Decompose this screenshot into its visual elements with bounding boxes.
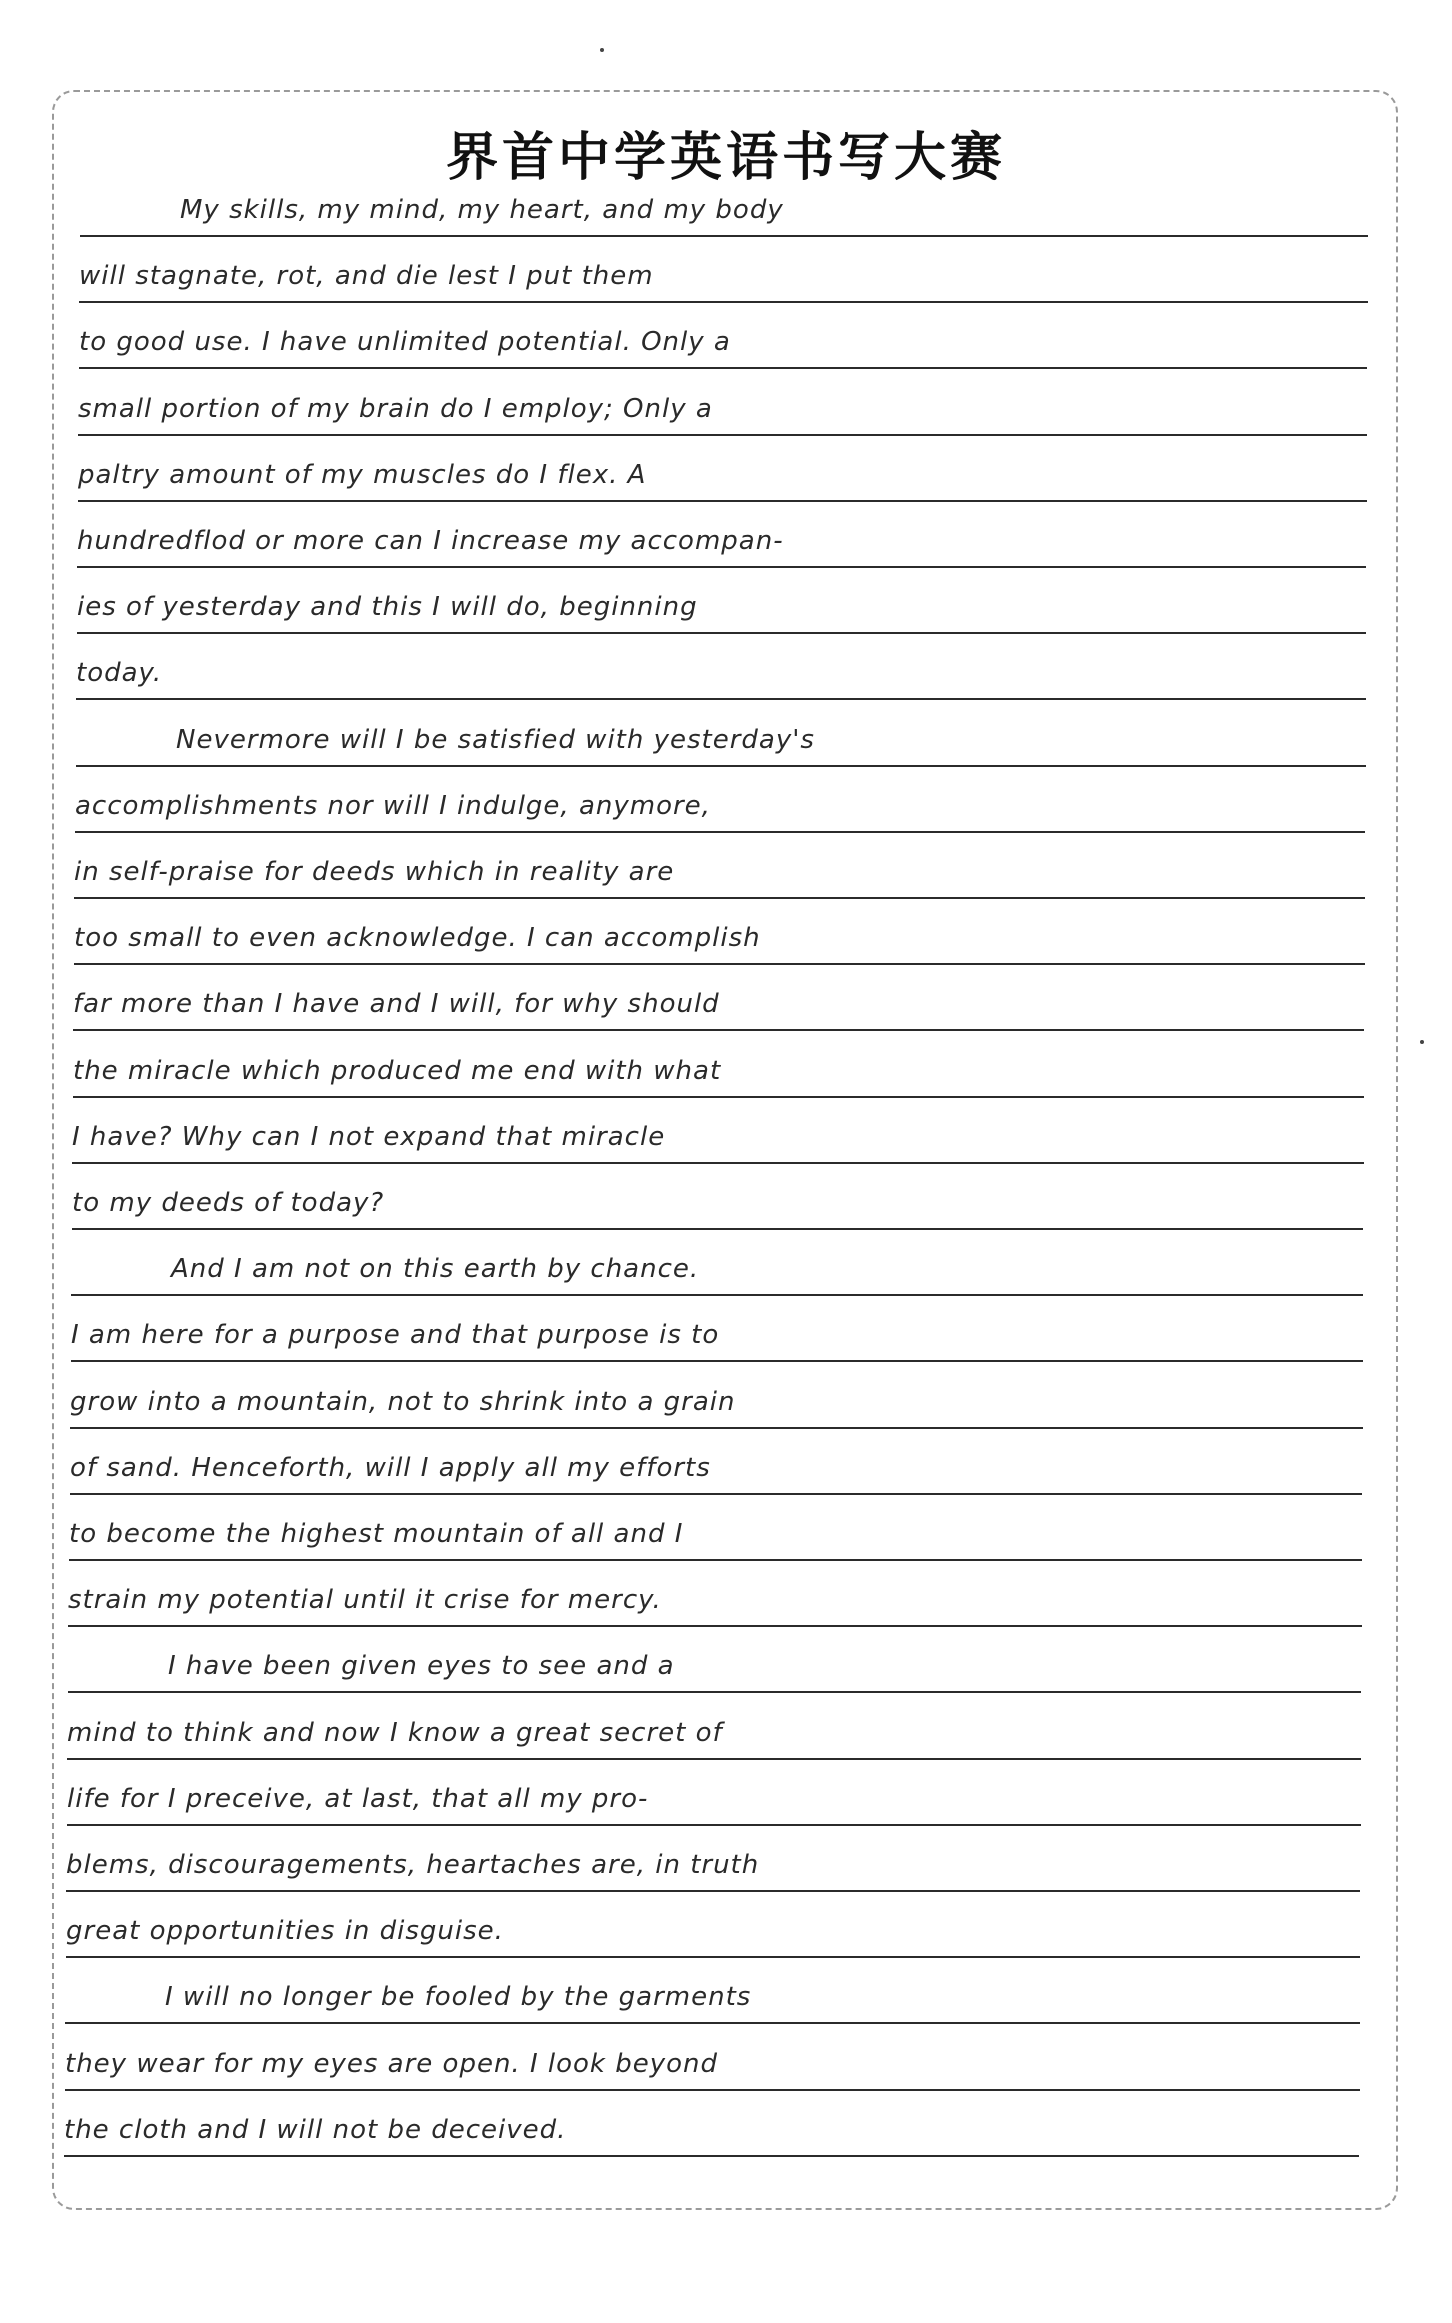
handwritten-line: far more than I have and I will, for why should bbox=[73, 989, 720, 1020]
ruled-line bbox=[65, 1962, 1360, 2024]
ruled-line bbox=[71, 1300, 1363, 1362]
ruled-line bbox=[66, 1830, 1360, 1892]
ruled-line bbox=[65, 2029, 1360, 2091]
handwritten-line: I have? Why can I not expand that miracle bbox=[72, 1121, 666, 1152]
handwritten-line: to my deeds of today? bbox=[72, 1188, 385, 1218]
ruled-line bbox=[74, 837, 1365, 899]
handwritten-line: of sand. Henceforth, will I apply all my efforts bbox=[70, 1452, 711, 1483]
handwritten-line: mind to think and now I know a great secret of bbox=[67, 1717, 723, 1748]
ruled-line bbox=[78, 440, 1367, 502]
handwritten-line: accomplishments nor will I indulge, anymore, bbox=[75, 790, 711, 821]
handwritten-line: My skills, my mind, my heart, and my body bbox=[180, 195, 784, 225]
scan-speck bbox=[1420, 1040, 1424, 1044]
handwritten-line: And I am not on this earth by chance. bbox=[171, 1254, 700, 1285]
ruled-line bbox=[76, 638, 1366, 700]
ruled-line bbox=[80, 175, 1368, 237]
ruled-line bbox=[76, 705, 1366, 767]
handwritten-line: blems, discouragements, heartaches are, in truth bbox=[66, 1850, 760, 1880]
ruled-line bbox=[72, 1102, 1364, 1164]
handwritten-line: paltry amount of my muscles do I flex. A bbox=[78, 459, 647, 490]
scan-speck bbox=[600, 48, 604, 52]
handwritten-line: I have been given eyes to see and a bbox=[168, 1651, 675, 1682]
ruled-line bbox=[71, 1234, 1363, 1296]
handwritten-line: too small to even acknowledge. I can accomplish bbox=[74, 923, 761, 954]
handwritten-line: in self-praise for deeds which in reality are bbox=[74, 857, 675, 887]
ruled-line bbox=[73, 1036, 1364, 1098]
handwritten-line: small portion of my brain do I employ; Only a bbox=[78, 393, 713, 424]
handwritten-line: Nevermore will I be satisfied with yesterday's bbox=[176, 724, 815, 755]
handwritten-line: today. bbox=[76, 658, 163, 689]
handwritten-line: they wear for my eyes are open. I look beyond bbox=[65, 2048, 719, 2079]
ruled-line bbox=[64, 2095, 1359, 2157]
handwritten-line: hundredflod or more can I increase my accompan- bbox=[77, 526, 784, 556]
handwritten-line: grow into a mountain, not to shrink into a grain bbox=[70, 1386, 736, 1417]
ruled-line bbox=[72, 1168, 1363, 1230]
handwritten-line: to become the highest mountain of all and I bbox=[69, 1519, 684, 1549]
handwritten-line: will stagnate, rot, and die lest I put them bbox=[79, 261, 654, 292]
ruled-line bbox=[77, 506, 1366, 568]
handwritten-line: strain my potential until it crise for mercy. bbox=[68, 1585, 662, 1616]
ruled-line bbox=[67, 1698, 1361, 1760]
ruled-line bbox=[79, 241, 1368, 303]
ruled-line bbox=[70, 1433, 1362, 1495]
ruled-line bbox=[66, 1896, 1360, 1958]
ruled-line bbox=[77, 572, 1366, 634]
ruled-line bbox=[68, 1631, 1361, 1693]
handwritten-line: life for I preceive, at last, that all my pro- bbox=[67, 1783, 649, 1814]
ruled-line bbox=[73, 969, 1364, 1031]
ruled-line bbox=[75, 771, 1365, 833]
ruled-line bbox=[79, 307, 1367, 369]
ruled-line bbox=[67, 1764, 1361, 1826]
ruled-line bbox=[74, 903, 1365, 965]
ruled-line bbox=[70, 1367, 1363, 1429]
handwritten-line: ies of yesterday and this I will do, beginning bbox=[77, 592, 698, 623]
ruled-line bbox=[69, 1499, 1362, 1561]
handwritten-line: great opportunities in disguise. bbox=[66, 1916, 504, 1947]
handwritten-line: the cloth and I will not be deceived. bbox=[64, 2114, 567, 2145]
ruled-line bbox=[68, 1565, 1362, 1627]
handwritten-line: I am here for a purpose and that purpose is to bbox=[71, 1320, 720, 1351]
handwritten-line: to good use. I have unlimited potential. Only a bbox=[79, 327, 731, 358]
handwritten-line: the miracle which produced me end with what bbox=[73, 1055, 722, 1086]
handwritten-line: I will no longer be fooled by the garments bbox=[165, 1982, 752, 2013]
ruled-line bbox=[78, 374, 1367, 436]
page-title: 界首中学英语书写大赛 bbox=[445, 127, 1006, 188]
